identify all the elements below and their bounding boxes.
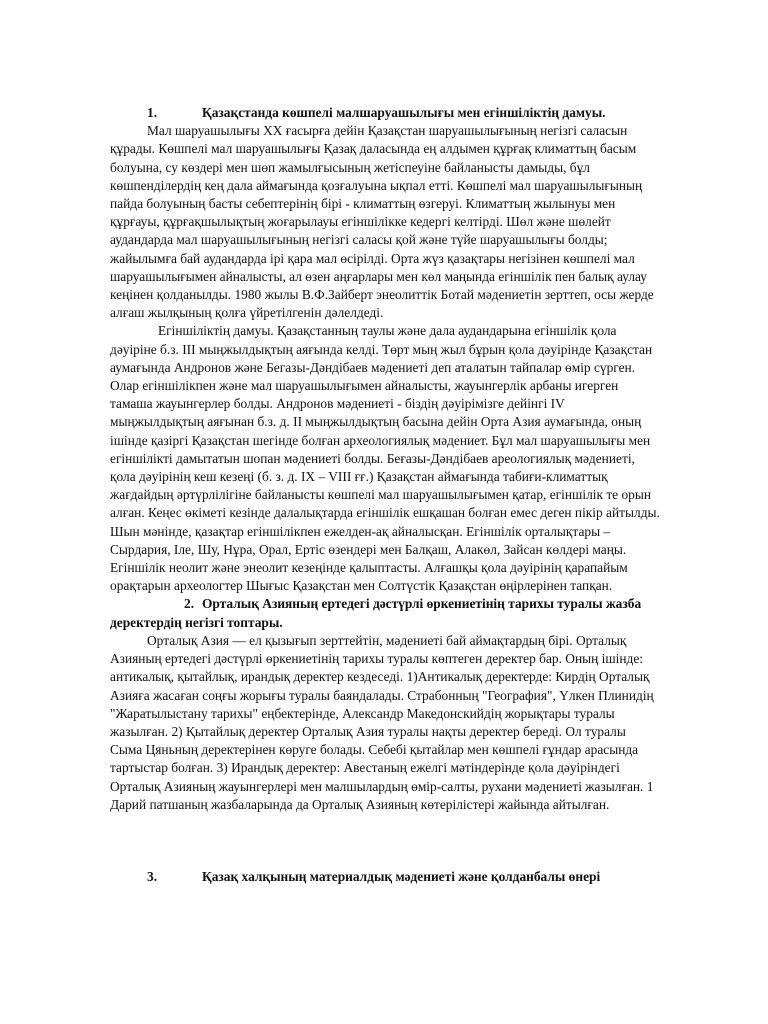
section-1-paragraph-2: Егіншіліктің дамуы. Қазақстанның таулы және дала аудандарына егіншілік қола дәуіріне б.з. III мыңжылдықтың аяғында келді. Төрт мың жыл бұрын қола дәуірінде Қазақстан аумағында Андронов және Бегазы-Дәндібаев мәдениеті деп аталатын тайпалар өмір сүрген. Олар егіншілікпен және мал шаруашылығымен айналысты, жауынгерлік арбаны игерген тамаша жауынгерлер болды. Андронов мәдениеті - біздің дәуірімізге дейінгі IV мыңжылдықтың аяғынан б.з. д. II мыңжылдықтың басына дейін Орта Азия аумағында, оның ішінде қазіргі Қазақстан шегінде болған археологиялық мәдениет. Бұл мал шаруашылығы мен егіншілікті дамытатын шопан мәдениеті болды. Беғазы-Дәндібаев ареологиялық мәдениеті, қола дәуірінің кеш кезеңі (б. з. д. IX – VIII ғғ.) Қазақстан аймағында табиғи-климаттық жағдайдың әртүрлілігіне байланысты көшпелі мал шаруашылығымен қатар, егіншілік те орын алған. Кеңес өкіметі кезінде далалықтарда егіншілік ешқашан болған емес деген пікір айтылды. Шын мәнінде, қазақтар егіншілікпен ежелден-ақ айналысқан. Егіншілік орталықтары – Сырдария, Іле, Шу, Нұра, Орал, Ертіс өзендері мен Балқаш, Алакөл, Зайсан көлдері маңы. Егіншілік неолит және энеолит кезеңінде қалыптасты. Алғашқы қола дәуірінің қарапайым орақтарын археологтер Шығыс Қазақстан мен Солтүстік Қазақстан өңірлерінен тапқан. xyxy=(110,323,660,594)
section-1-title: Қазақстанда көшпелі малшаруашылығы мен егіншіліктің дамуы. xyxy=(202,105,606,120)
section-2-heading xyxy=(110,595,660,631)
section-3-heading xyxy=(110,868,660,886)
section-2-title: Орталық Азияның ертедегі дәстүрлі өркениетінің тарихы туралы жазба деректердің негізгі топтары. xyxy=(110,596,642,630)
section-2-number: 2. xyxy=(184,596,195,612)
section-3-number: 3. xyxy=(147,868,158,884)
blank-space xyxy=(110,814,660,858)
section-1-heading xyxy=(110,104,660,122)
section-2-paragraph-1: Орталық Азия — ел қызығып зерттейтін, мәдениеті бай аймақтардың бірі. Орталық Азияның ертедегі дәстүрлі өркениетінің тарихы туралы көптеген деректер бар. Оның ішінде: антикалық, қытайлық, ирандық деректер кездеседі. 1)Антикалық деректерде: Кирдің Орталық Азияға жасаған соңғы жорығы туралы баяндалады. Страбонның "География", Үлкен Плинидің "Жаратылыстану тарихы" еңбектерінде, Александр Македонскийдің жорықтары туралы жазылған. 2) Қытайлық деректер Орталық Азия туралы нақты деректер береді. Ол туралы Сыма Цяньның деректерінен көруге болады. Себебі қытайлар мен көшпелі ғұндар арасында тартыстар болған. 3) Ирандық деректер: Авестаның ежелгі мәтіндерінде қола дәуіріндегі Орталық Азияның жауынгерлері мен малшылардың өмір-салты, рухани мәдениеті жазылған. 1 Дарий патшаның жазбаларында да Орталық Азияның көтерілістері жайында айтылған. xyxy=(110,632,654,812)
document-page xyxy=(110,104,660,886)
section-3-title: Қазақ халқының материалдық мәдениеті және қолданбалы өнері xyxy=(202,868,601,884)
section-1-number: 1. xyxy=(147,105,158,120)
section-1-paragraph-1: Мал шаруашылығы XX ғасырға дейін Қазақстан шаруашылығының негізгі саласын құрады. Көшпелі мал шаруашылығы Қазақ даласында ең алдымен құрғақ климаттың басым болуына, су көздері мен шөп жамылғысының жетіспеуіне байланысты дамыды, бұл көшпенділердің кең дала аймағында қозғалуына ықпал етті. Көшпелі мал шаруашылығының пайда болуының басты себептерінің бірі - климаттың өзгеруі. Климаттың жылынуы мен құрғауы, құрғақшылықтың жоғарылауы егіншілікке кедергі келтірді. Шөл және шөлейт аудандарда мал шаруашылығының негізгі саласы қой және түйе шаруашылығы болды; жайылымға бай аудандарда ірі қара мал өсірілді. Орта жүз қазақтары негізінен көшпелі мал шаруашылығымен айналысты, ал өзен аңғарлары мен көл маңында егіншілік пен балық аулау кеңінен қолданылды. 1980 жылы В.Ф.Зайберт энеолиттік Ботай мәдениетін зерттеп, осы жерде алғаш жылқының қолға үйретілгенін дәлелдеді. xyxy=(110,123,654,321)
